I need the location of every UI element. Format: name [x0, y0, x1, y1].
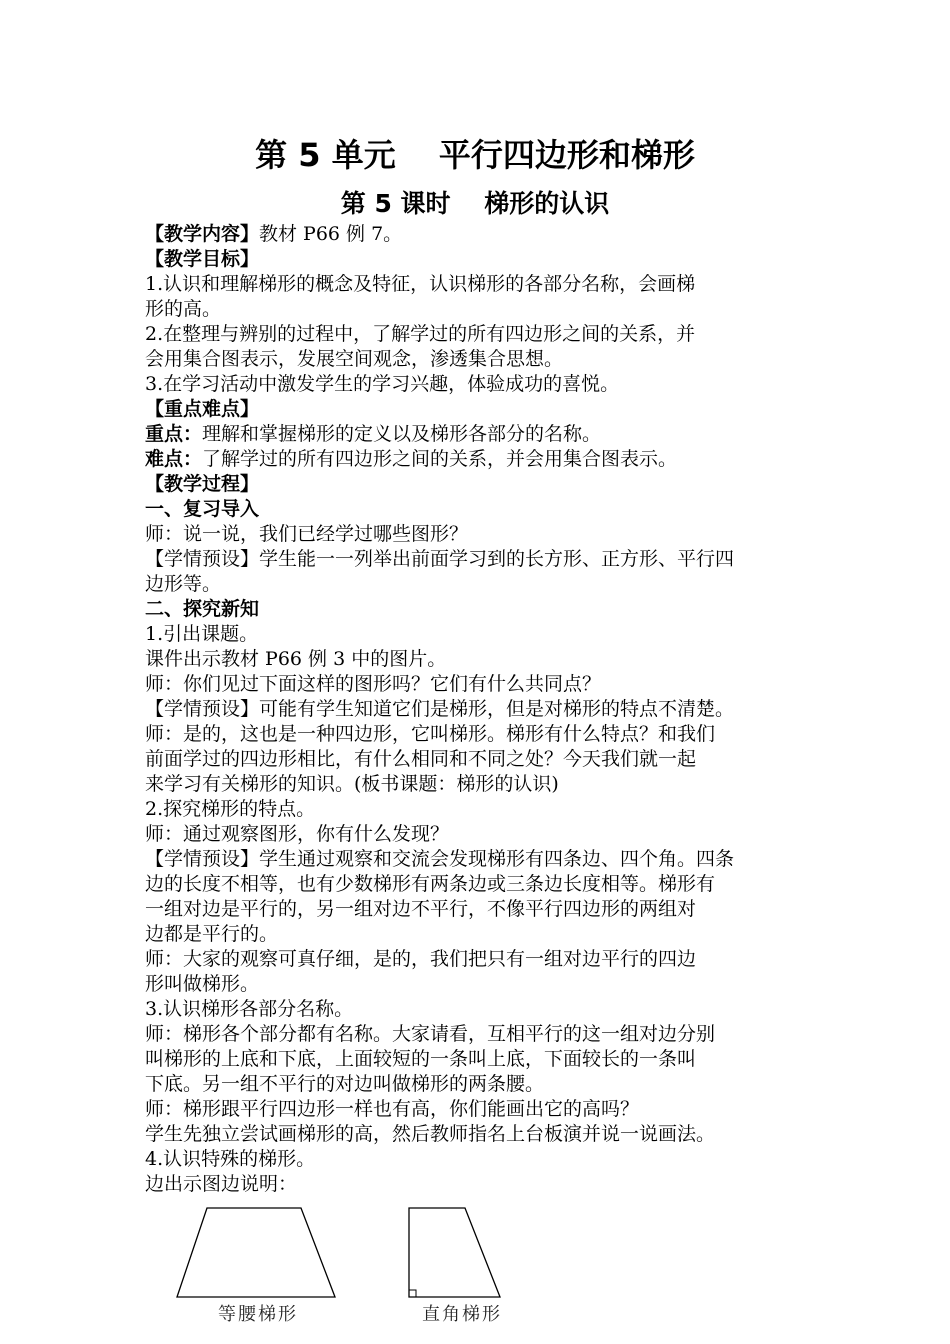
process-line: 【学情预设】学生通过观察和交流会发现梯形有四条边、四个角。四条 — [145, 848, 735, 870]
process-line: 边形等。 — [145, 573, 222, 595]
process-line: 学生先独立尝试画梯形的高，然后教师指名上台板演并说一说画法。 — [145, 1123, 716, 1145]
isosceles-trapezoid-shape — [177, 1208, 335, 1297]
section-heading-review: 一、复习导入 — [145, 498, 260, 520]
process-heading: 【教学过程】 — [145, 473, 260, 495]
process-line: 师：是的，这也是一种四边形，它叫梯形。梯形有什么特点？和我们 — [145, 723, 716, 745]
key-label: 重点： — [145, 423, 203, 445]
process-line: 来学习有关梯形的知识。(板书课题：梯形的认识) — [145, 773, 559, 795]
objective-line: 1.认识和理解梯形的概念及特征，认识梯形的各部分名称，会画梯 — [145, 273, 696, 295]
section-heading-explore: 二、探究新知 — [145, 598, 260, 620]
lesson-subtitle: 第 5 课时 梯形的认识 — [340, 189, 610, 218]
isosceles-trapezoid-caption: 等腰梯形 — [218, 1304, 298, 1325]
objective-line: 2.在整理与辨别的过程中，了解学过的所有四边形之间的关系，并 — [145, 323, 696, 345]
content-line — [145, 222, 825, 247]
right-trapezoid-caption: 直角梯形 — [422, 1304, 502, 1325]
trapezoid-diagram — [170, 1200, 530, 1310]
keypoints-heading: 【重点难点】 — [145, 398, 260, 420]
objective-line: 3.在学习活动中激发学生的学习兴趣，体验成功的喜悦。 — [145, 373, 620, 395]
process-line: 师：通过观察图形，你有什么发现？ — [145, 823, 450, 845]
right-angle-mark — [409, 1290, 416, 1297]
content-text: 教材 P66 例 7。 — [259, 223, 403, 245]
lesson-body — [145, 222, 825, 1197]
content-label: 【教学内容】 — [145, 223, 260, 245]
trapezoid-figures — [170, 1200, 530, 1340]
difficulty-label: 难点： — [145, 448, 203, 470]
process-line: 2.探究梯形的特点。 — [145, 798, 316, 820]
process-line: 前面学过的四边形相比，有什么相同和不同之处？今天我们就一起 — [145, 748, 697, 770]
right-trapezoid-shape — [409, 1208, 500, 1297]
process-line: 师：你们见过下面这样的图形吗？它们有什么共同点？ — [145, 673, 602, 695]
difficulty-line — [145, 447, 825, 472]
key-point-line — [145, 422, 825, 447]
difficulty-text: 了解学过的所有四边形之间的关系，并会用集合图表示。 — [202, 448, 678, 470]
process-line: 边都是平行的。 — [145, 923, 279, 945]
process-line: 4.认识特殊的梯形。 — [145, 1148, 316, 1170]
process-line: 【学情预设】可能有学生知道它们是梯形，但是对梯形的特点不清楚。 — [145, 698, 735, 720]
objectives-heading: 【教学目标】 — [145, 248, 260, 270]
key-text: 理解和掌握梯形的定义以及梯形各部分的名称。 — [202, 423, 602, 445]
process-line: 师：梯形跟平行四边形一样也有高，你们能画出它的高吗？ — [145, 1098, 640, 1120]
process-line: 边出示图边说明： — [145, 1173, 298, 1195]
objective-line: 会用集合图表示，发展空间观念，渗透集合思想。 — [145, 348, 564, 370]
page-title: 第 5 单元 平行四边形和梯形 — [255, 136, 695, 174]
objective-line: 形的高。 — [145, 298, 222, 320]
process-line: 师：大家的观察可真仔细，是的，我们把只有一组对边平行的四边 — [145, 948, 697, 970]
process-line: 师：说一说，我们已经学过哪些图形？ — [145, 523, 469, 545]
process-line: 叫梯形的上底和下底，上面较短的一条叫上底，下面较长的一条叫 — [145, 1048, 697, 1070]
process-line: 师：梯形各个部分都有名称。大家请看，互相平行的这一组对边分别 — [145, 1023, 716, 1045]
process-line: 下底。另一组不平行的对边叫做梯形的两条腰。 — [145, 1073, 545, 1095]
process-line: 1.引出课题。 — [145, 623, 259, 645]
process-line: 边的长度不相等，也有少数梯形有两条边或三条边长度相等。梯形有 — [145, 873, 716, 895]
process-line: 3.认识梯形各部分名称。 — [145, 998, 354, 1020]
process-line: 一组对边是平行的，另一组对边不平行，不像平行四边形的两组对 — [145, 898, 697, 920]
process-line: 【学情预设】学生能一一列举出前面学习到的长方形、正方形、平行四 — [145, 548, 735, 570]
process-line: 形叫做梯形。 — [145, 973, 260, 995]
process-line: 课件出示教材 P66 例 3 中的图片。 — [145, 648, 447, 670]
